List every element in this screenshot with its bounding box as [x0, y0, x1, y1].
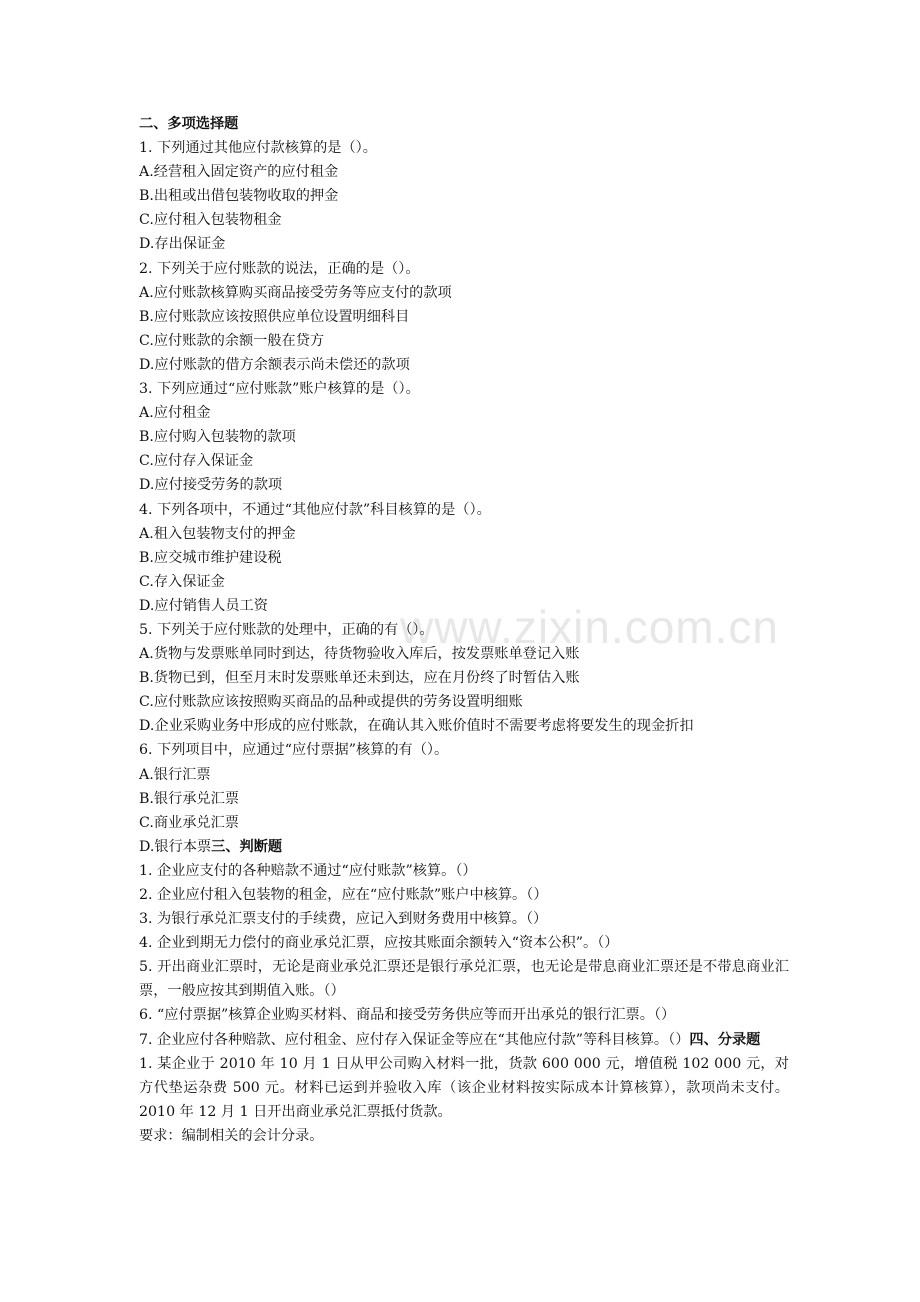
option-2d: D.应付账款的借方余额表示尚未偿还的款项 — [139, 356, 410, 373]
option-4c: C.存入保证金 — [139, 573, 225, 590]
judgment-2: 2. 企业应付租入包装物的租金，应在“应付账款”账户中核算。（） — [139, 887, 548, 903]
question-3: 3. 下列应通过“应付账款”账户核算的是（）。 — [139, 381, 420, 398]
judgment-7: 7. 企业应付各种赔款、应付租金、应付存入保证金等应在“其他应付款”等科目核算。（） — [139, 1031, 690, 1048]
question-6: 6. 下列项目中，应通过“应付票据”核算的有（）。 — [139, 742, 449, 759]
journal-question-1: 1. 某企业于 2010 年 10 月 1 日从甲公司购入材料一批，货款 600 000 元，增值税 102 000 元，对方代垫运杂费 500 元。材料已运到并验收入库（该企业材料按实际成本计算核算），款项尚未支付。2010 年 12 月 1 日开出商业承兑汇票抵付货款。 — [139, 1055, 789, 1120]
section-heading-multiple-choice: 二、多项选择题 — [139, 116, 239, 132]
section-heading-true-false: 三、判断题 — [211, 838, 283, 855]
option-3c: C.应付存入保证金 — [139, 453, 254, 470]
option-6d: D.银行本票 — [139, 838, 212, 855]
option-5a: A.货物与发票账单同时到达，待货物验收入库后，按发票账单登记入账 — [139, 646, 580, 663]
watermark: www.zixin.com.cn — [400, 601, 779, 653]
option-2c: C.应付账款的余额一般在贷方 — [139, 332, 325, 349]
judgment-3: 3. 为银行承兑汇票支付的手续费，应记入到财务费用中核算。（） — [139, 911, 548, 928]
question-5: 5. 下列关于应付账款的处理中，正确的有（）。 — [139, 621, 434, 638]
option-5d: D.企业采购业务中形成的应付账款，在确认其入账价值时不需要考虑将要发生的现金折扣 — [139, 718, 694, 735]
option-3b: B.应付购入包装物的款项 — [139, 429, 296, 446]
option-1c: C.应付租入包装物租金 — [139, 212, 282, 229]
option-4b: B.应交城市维护建设税 — [139, 549, 282, 566]
option-6b: B.银行承兑汇票 — [139, 790, 240, 807]
question-4: 4. 下列各项中，不通过“其他应付款”科目核算的是（）。 — [139, 501, 491, 518]
judgment-5: 5. 开出商业汇票时，无论是商业承兑汇票还是银行承兑汇票，也无论是带息商业汇票还是不带息商业汇票，一般应按其到期值入账。（） — [139, 959, 789, 1000]
judgment-1: 1. 企业应支付的各种赔款不通过“应付账款”核算。（） — [139, 862, 477, 879]
option-6a: A.银行汇票 — [139, 766, 211, 783]
judgment-6: 6. “应付票据”核算企业购买材料、商品和接受劳务供应等而开出承兑的银行汇票。（） — [139, 1007, 676, 1024]
option-5b: B.货物已到，但至月末时发票账单还未到达，应在月份终了时暂估入账 — [139, 670, 580, 687]
option-3a: A.应付租金 — [139, 405, 211, 422]
option-1b: B.出租或出借包装物收取的押金 — [139, 188, 339, 205]
judgment-7-with-heading — [139, 1028, 789, 1052]
option-4a: A.租入包装物支付的押金 — [139, 525, 296, 542]
option-1a: A.经营租入固定资产的应付租金 — [139, 164, 339, 181]
option-4d: D.应付销售人员工资 — [139, 597, 268, 614]
judgment-4: 4. 企业到期无力偿付的商业承兑汇票，应按其账面余额转入“资本公积”。（） — [139, 935, 619, 952]
option-3d: D.应付接受劳务的款项 — [139, 477, 283, 494]
section-heading-journal-entries: 四、分录题 — [689, 1031, 761, 1048]
document-body — [139, 112, 789, 1148]
option-2b: B.应付账款应该按照供应单位设置明细科目 — [139, 308, 410, 325]
option-1d: D.存出保证金 — [139, 236, 226, 253]
journal-requirement: 要求：编制相关的会计分录。 — [139, 1127, 324, 1144]
option-2a: A.应付账款核算购买商品接受劳务等应支付的款项 — [139, 284, 452, 301]
question-2: 2. 下列关于应付账款的说法，正确的是（）。 — [139, 260, 420, 277]
option-6d-with-heading — [139, 835, 789, 859]
question-1: 1. 下列通过其他应付款核算的是（）。 — [139, 140, 377, 157]
option-5c: C.应付账款应该按照购买商品的品种或提供的劳务设置明细账 — [139, 694, 523, 711]
option-6c: C.商业承兑汇票 — [139, 814, 239, 831]
